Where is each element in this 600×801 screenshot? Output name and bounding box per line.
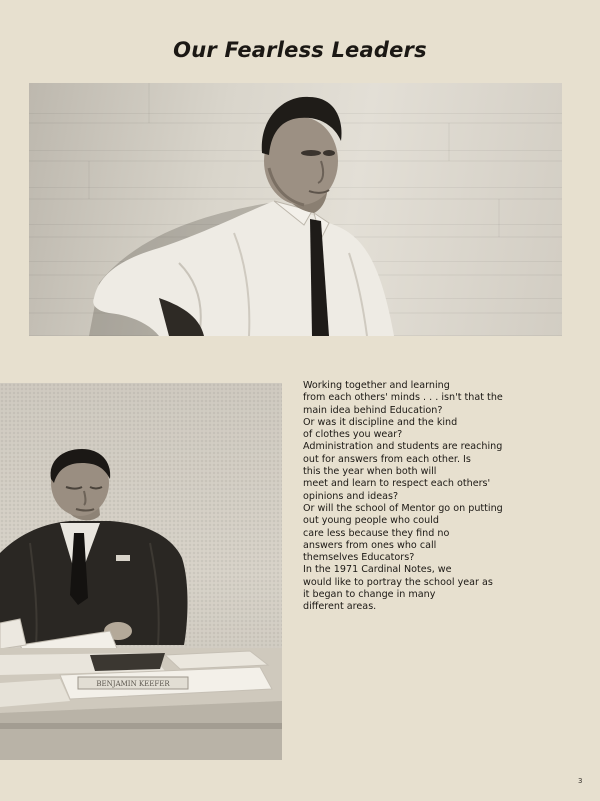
article-line: Administration and students are reaching [303, 441, 503, 453]
article-line: care less because they find no [303, 527, 450, 539]
article-line: of clothes you wear? [303, 429, 403, 441]
article-line: meet and learn to respect each others' [303, 478, 491, 490]
page-number: 3 [578, 777, 583, 785]
article-line: In the 1971 Cardinal Notes, we [303, 564, 452, 576]
article-line: it began to change in many [303, 589, 436, 601]
article-line: opinions and ideas? [303, 490, 399, 502]
article-line: from each others' minds . . . isn't that the [303, 392, 503, 404]
article-line: would like to portray the school year as [303, 576, 493, 588]
photo-administrator-standing [29, 83, 562, 336]
article-line: out for answers from each other. Is [303, 453, 471, 465]
article-line: main idea behind Education? [303, 404, 443, 416]
article-line: Or will the school of Mentor go on putting [303, 502, 503, 514]
article-line: Working together and learning [303, 380, 450, 391]
photo-administrator-at-desk [0, 383, 282, 760]
article-line: answers from ones who call [303, 539, 437, 551]
desk-nameplate-text: BENJAMIN KEEFER [96, 680, 170, 688]
article-line: this the year when both will [303, 466, 437, 478]
article-line: themselves Educators? [303, 552, 415, 564]
article-line: different areas. [303, 601, 377, 613]
article-line: out young people who could [303, 515, 440, 527]
photo-standing-figure [29, 83, 562, 336]
photo-seated-figure [0, 383, 282, 760]
article-line: Or was it discipline and the kind [303, 416, 458, 428]
article-body [303, 380, 543, 614]
page-title: Our Fearless Leaders [173, 38, 427, 62]
